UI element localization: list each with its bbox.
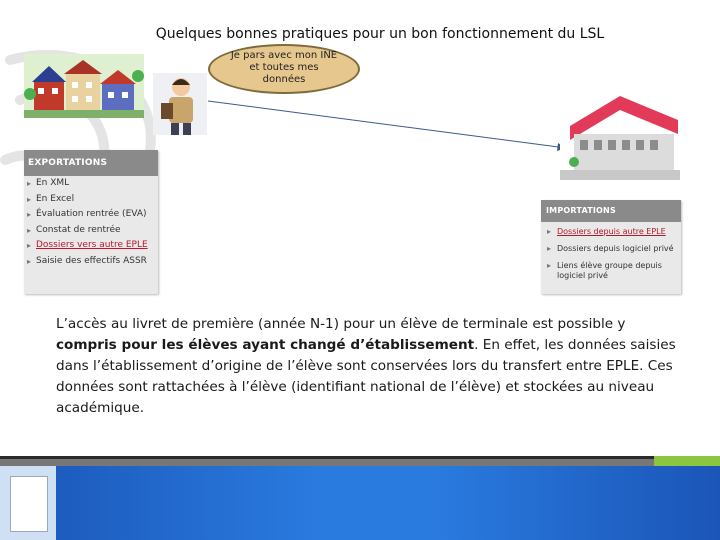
paragraph-text-2: . En effet, les données saisies dans l’établissement d’origine de l’élève sont conservées lors du transfert entre EPLE. Ces données sont rattachées à l’élève (identifiant national de l’élève) et stockées au niveau académique. — [56, 337, 676, 416]
export-item-xml[interactable]: ▸ En XML — [24, 176, 158, 192]
exportations-panel — [24, 150, 158, 294]
exportations-header: EXPORTATIONS — [24, 150, 158, 176]
importations-header: IMPORTATIONS — [541, 200, 681, 222]
import-item-dossiers-eple[interactable]: ▸ Dossiers depuis autre EPLE — [541, 222, 681, 239]
student-illustration — [153, 73, 207, 135]
import-item-liens-eleve[interactable]: ▸ Liens élève groupe depuis logiciel privé — [541, 256, 681, 283]
school-building-illustration — [560, 90, 680, 180]
footer-divider — [0, 456, 720, 466]
school-building-illustration — [24, 54, 144, 118]
body-paragraph — [56, 314, 686, 419]
export-item-dossiers-eple[interactable]: ▸ Dossiers vers autre EPLE — [24, 238, 158, 254]
export-item-eva[interactable]: ▸ Évaluation rentrée (EVA) — [24, 207, 158, 223]
export-item-excel[interactable]: ▸ En Excel — [24, 192, 158, 208]
footer-logo-icon — [10, 476, 48, 532]
footer-accent — [654, 456, 720, 466]
bubble-line-2: et toutes mes — [249, 62, 319, 73]
import-item-dossiers-logiciel[interactable]: ▸ Dossiers depuis logiciel privé — [541, 239, 681, 256]
bubble-line-1: Je pars avec mon INE — [230, 50, 338, 61]
speech-bubble — [208, 44, 360, 94]
bubble-line-3: données — [262, 74, 306, 85]
importations-panel — [541, 200, 681, 294]
export-item-constat[interactable]: ▸ Constat de rentrée — [24, 223, 158, 239]
paragraph-text-1: L’accès au livret de première (année N-1) pour un élève de terminale est possible y — [56, 316, 626, 332]
footer-band — [0, 466, 720, 540]
paragraph-bold-text: compris pour les élèves ayant changé d’établissement — [56, 337, 475, 353]
export-item-assr[interactable]: ▸ Saisie des effectifs ASSR — [24, 254, 158, 270]
page-title: Quelques bonnes pratiques pour un bon fonctionnement du LSL — [155, 26, 605, 42]
